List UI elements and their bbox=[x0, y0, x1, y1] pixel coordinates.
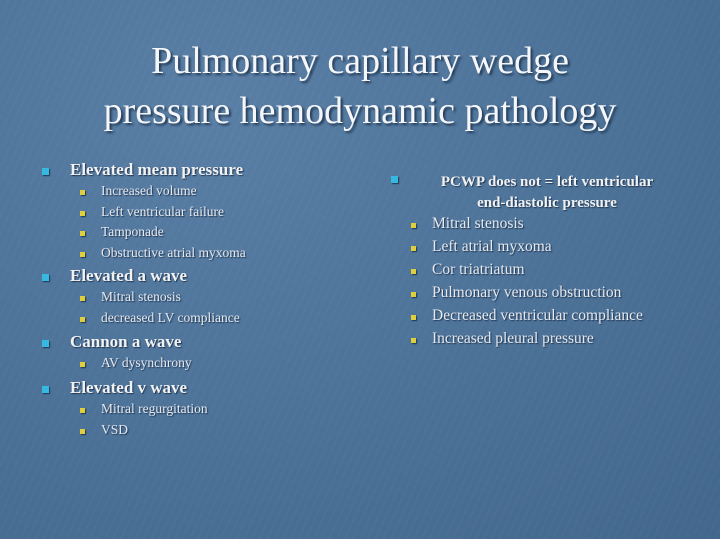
list-heading: Elevated a wave bbox=[70, 266, 188, 285]
bullet-icon bbox=[80, 231, 85, 236]
list-item: Increased volume bbox=[101, 183, 197, 198]
list-item: Obstructive atrial myxoma bbox=[101, 244, 246, 260]
list-item: Cor triatriatum bbox=[432, 261, 525, 278]
list-item: Mitral regurgitation bbox=[101, 401, 208, 416]
bullet-icon bbox=[80, 408, 85, 413]
right-heading bbox=[402, 172, 692, 214]
bullet-icon bbox=[391, 176, 398, 183]
list-heading: Cannon a wave bbox=[70, 332, 182, 351]
bullet-icon bbox=[80, 252, 85, 257]
list-item: Tamponade bbox=[101, 224, 164, 239]
bullet-icon bbox=[411, 223, 416, 228]
list-item: AV dysynchrony bbox=[101, 355, 192, 370]
list-heading: Elevated mean pressure bbox=[70, 160, 244, 179]
list-item: Pulmonary venous obstruction bbox=[432, 284, 622, 301]
slide-title bbox=[0, 36, 720, 136]
bullet-icon bbox=[80, 211, 85, 216]
bullet-icon bbox=[411, 269, 416, 274]
heading-line: PCWP does not = left ventricular bbox=[440, 174, 654, 190]
bullet-icon bbox=[411, 315, 416, 320]
list-item: Increased pleural pressure bbox=[432, 330, 594, 347]
list-item: Left ventricular failure bbox=[101, 203, 224, 219]
bullet-icon bbox=[42, 168, 49, 175]
heading-line: end-diastolic pressure bbox=[477, 195, 617, 211]
list-item: decreased LV compliance bbox=[101, 309, 240, 325]
bullet-icon bbox=[80, 429, 85, 434]
bullet-icon bbox=[411, 338, 416, 343]
bullet-icon bbox=[80, 362, 85, 367]
list-heading: Elevated v wave bbox=[70, 378, 188, 397]
list-item: Mitral stenosis bbox=[432, 215, 524, 232]
list-item: Left atrial myxoma bbox=[432, 238, 552, 255]
list-item: Mitral stenosis bbox=[101, 289, 181, 304]
bullet-icon bbox=[42, 340, 49, 347]
bullet-icon bbox=[42, 274, 49, 281]
bullet-icon bbox=[80, 317, 85, 322]
bullet-icon bbox=[42, 386, 49, 393]
title-line: pressure hemodynamic pathology bbox=[103, 90, 617, 132]
bullet-icon bbox=[411, 246, 416, 251]
list-item: VSD bbox=[101, 421, 129, 437]
title-line: Pulmonary capillary wedge bbox=[151, 40, 569, 82]
bullet-icon bbox=[80, 296, 85, 301]
bullet-icon bbox=[80, 190, 85, 195]
bullet-icon bbox=[411, 292, 416, 297]
list-item: Decreased ventricular compliance bbox=[432, 307, 643, 324]
